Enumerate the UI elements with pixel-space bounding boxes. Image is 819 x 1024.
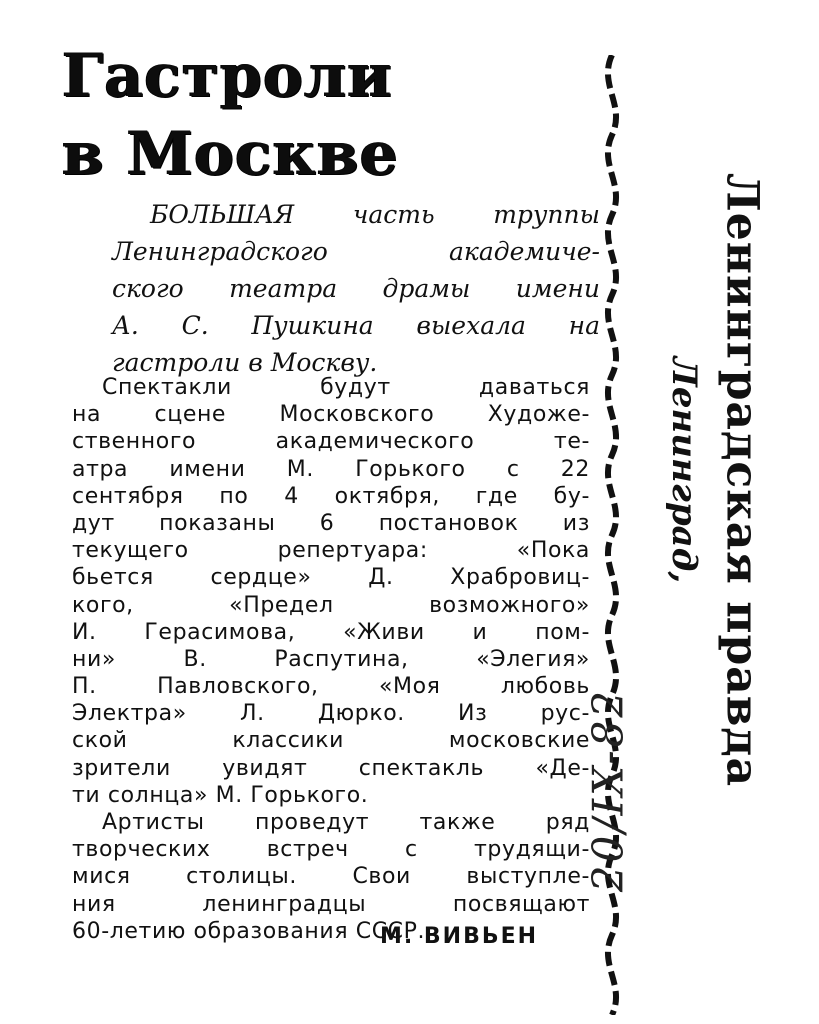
body-line: дут показаны 6 постановок из xyxy=(72,510,590,536)
body-line: ни» В. Распутина, «Элегия» xyxy=(72,646,590,672)
body-line: Артисты проведут также ряд xyxy=(102,810,590,835)
headline-line-2: в Москве xyxy=(62,119,399,189)
newspaper-name: Ленинградская правда xyxy=(716,172,768,788)
body-line: текущего репертуара: «Пока xyxy=(72,538,590,564)
body-line: кого, «Предел возможного» xyxy=(72,592,590,618)
lead-line: гастроли в Москву. xyxy=(112,348,378,377)
body-line: зрители увидят спектакль «Де- xyxy=(72,755,590,781)
body-line: Электра» Л. Дюрко. Из рус- xyxy=(72,701,590,727)
body-line: ния ленинградцы посвящают xyxy=(72,891,590,917)
date-note: Ленинград, xyxy=(664,356,704,584)
headline-line-1: Гастроли xyxy=(62,41,393,111)
lead-line: БОЛЬШАЯ часть труппы xyxy=(150,200,600,229)
lead-paragraph xyxy=(112,196,600,381)
body-line: ской классики московские xyxy=(72,728,590,754)
body-line: ственного академического те- xyxy=(72,429,590,455)
body-line: ти солнца» М. Горького. xyxy=(72,782,369,808)
body-line: творческих встреч с трудящи- xyxy=(72,837,590,863)
body-line: мися столицы. Свои выступле- xyxy=(72,864,590,890)
body-line: сентября по 4 октября, где бу- xyxy=(72,483,590,509)
handwritten-date-note: 20/IX-82 xyxy=(583,687,633,893)
lead-line: А. С. Пушкина выехала на xyxy=(112,311,600,340)
body-line: И. Герасимова, «Живи и пом- xyxy=(72,619,590,645)
body-line: П. Павловского, «Моя любовь xyxy=(72,674,590,700)
body-line: атра имени М. Горького с 22 xyxy=(72,456,590,482)
body-line: бьется сердце» Д. Храбровиц- xyxy=(72,565,590,591)
body-line: 60-летию образования СССР. xyxy=(72,918,426,944)
lead-line: Ленинградского академиче- xyxy=(112,237,600,266)
body-line: Спектакли будут даваться xyxy=(102,375,590,400)
author-signature: М. ВИВЬЕН xyxy=(380,924,539,949)
article-body xyxy=(72,374,590,945)
lead-line: ского театра драмы имени xyxy=(112,274,600,303)
body-line: на сцене Московского Художе- xyxy=(72,402,590,428)
